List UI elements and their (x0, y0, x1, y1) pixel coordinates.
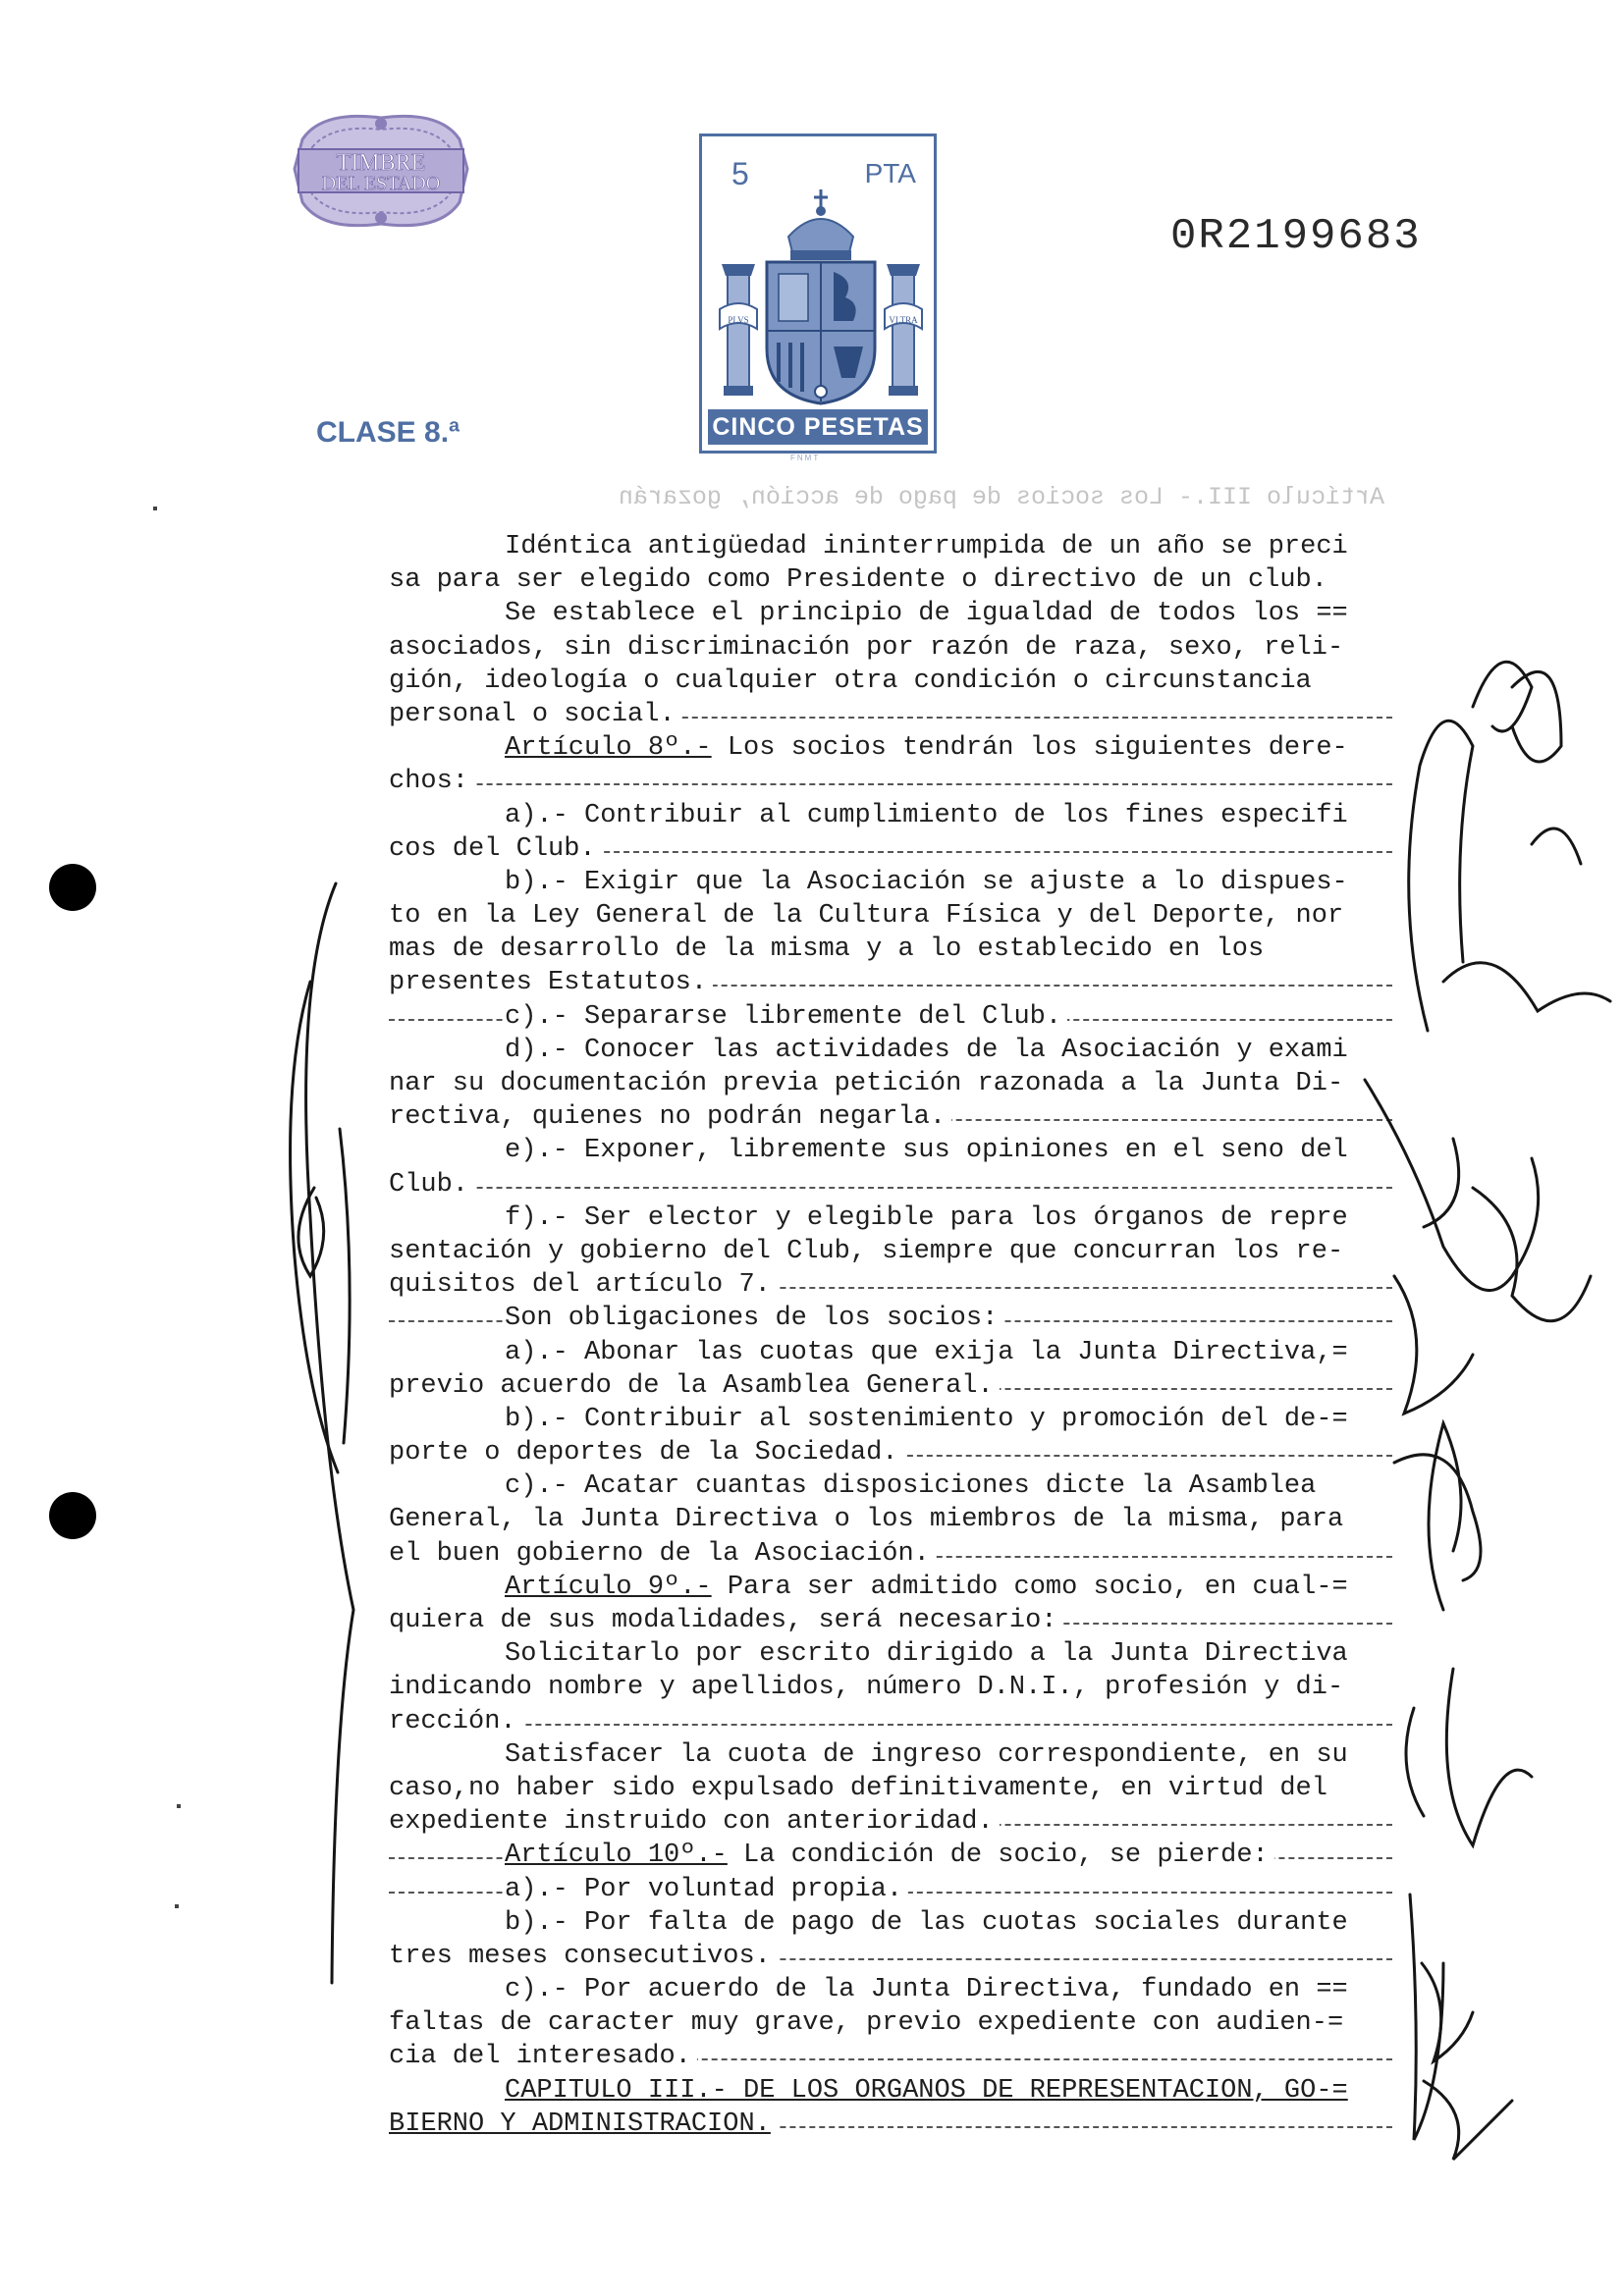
text-line (389, 1571, 1392, 1604)
text-line-content: e).- Exponer, libremente sus opiniones en el seno del (505, 1136, 1354, 1165)
text-line-content: Artículo 10º.- La condición de socio, se pierde: (505, 1841, 1274, 1870)
text-line (389, 933, 1392, 966)
text-line-content: rección. (389, 1707, 522, 1736)
text-line-content: Son obligaciones de los socios: (505, 1304, 1003, 1333)
text-line-content: cia del interesado. (389, 2042, 697, 2071)
text-line-content: a).- Por voluntad propia. (505, 1875, 908, 1904)
text-line-content: presentes Estatutos. (389, 968, 713, 997)
text-line (389, 1738, 1392, 1772)
stamp-currency: PTA (864, 158, 916, 188)
text-line (389, 1436, 1392, 1469)
text-line (389, 866, 1392, 899)
text-line-content: previo acuerdo de la Asamblea General. (389, 1371, 1000, 1401)
punch-hole-top (49, 864, 96, 911)
article-heading: Artículo 10º.- (505, 1841, 728, 1871)
punch-hole-bottom (49, 1492, 96, 1539)
text-line-content: porte o deportes de la Sociedad. (389, 1438, 903, 1468)
text-line (389, 1537, 1392, 1571)
timbre-line-1: TIMBRE (336, 150, 426, 176)
text-line-content: b).- Por falta de pago de las cuotas sociales durante (505, 1908, 1354, 1938)
text-line (389, 665, 1392, 698)
text-line (389, 1067, 1392, 1100)
text-line-content: c).- Por acuerdo de la Junta Directiva, fundado en == (505, 1975, 1354, 2004)
text-line-content: Satisfacer la cuota de ingreso correspondiente, en su (505, 1740, 1354, 1770)
text-line (389, 1604, 1392, 1637)
statute-text (389, 530, 1392, 2141)
text-line (389, 597, 1392, 630)
text-line (389, 631, 1392, 665)
margin-mark (175, 1904, 179, 1908)
text-line (389, 2040, 1392, 2073)
text-line (389, 1705, 1392, 1738)
text-line-content: BIERNO Y ADMINISTRACION. (389, 2109, 777, 2139)
text-line-content: c).- Acatar cuantas disposiciones dicte la Asamblea (505, 1471, 1322, 1501)
text-line-content: sa para ser elegido como Presidente o directivo de un club. (389, 565, 1333, 595)
text-line-content: Idéntica antigüedad ininterrumpida de un año se preci (505, 532, 1354, 561)
text-line (389, 799, 1392, 832)
text-line-content: gión, ideología o cualquier otra condición o circunstancia (389, 667, 1318, 696)
text-line-content: to en la Ley General de la Cultura Física y del Deporte, nor (389, 901, 1349, 931)
text-line-content: cos del Club. (389, 834, 602, 864)
serial-number: 0R2199683 (1170, 212, 1422, 261)
motto-right: VLTRA (889, 315, 918, 325)
five-peseta-stamp (699, 133, 937, 454)
text-line (389, 1168, 1392, 1201)
text-line (389, 1235, 1392, 1268)
text-line (389, 1268, 1392, 1302)
margin-mark (177, 1804, 181, 1808)
text-line (389, 1940, 1392, 1973)
text-line-content: asociados, sin discriminación por razón de raza, sexo, reli- (389, 633, 1349, 663)
text-line (389, 1369, 1392, 1403)
text-line (389, 698, 1392, 731)
text-line (389, 1772, 1392, 1805)
motto-left: PLVS (728, 315, 749, 325)
text-line-content: chos: (389, 767, 474, 796)
text-line-content: CAPITULO III.- DE LOS ORGANOS DE REPRESENTACION, GO-= (505, 2076, 1354, 2106)
text-line (389, 832, 1392, 866)
text-line-content: b).- Exigir que la Asociación se ajuste a lo dispues- (505, 868, 1354, 897)
text-line (389, 2006, 1392, 2040)
text-line (389, 1873, 1392, 1906)
text-line (389, 1302, 1392, 1335)
text-line (389, 1973, 1392, 2006)
text-line-content: nar su documentación previa petición razonada a la Junta Di- (389, 1069, 1349, 1098)
text-line-content: d).- Conocer las actividades de la Asociación y exami (505, 1036, 1354, 1065)
text-line-content: Artículo 8º.- Los socios tendrán los siguientes dere- (505, 733, 1354, 763)
article-heading: Artículo 8º.- (505, 733, 712, 764)
text-line (389, 1034, 1392, 1067)
text-line (389, 1906, 1392, 1940)
text-line-content: b).- Contribuir al sostenimiento y promoción del de-= (505, 1405, 1354, 1434)
text-line (389, 563, 1392, 597)
text-line-content: a).- Contribuir al cumplimiento de los fines especifi (505, 801, 1354, 830)
text-line-content: quisitos del artículo 7. (389, 1270, 777, 1300)
text-line (389, 1805, 1392, 1839)
margin-mark (153, 507, 157, 510)
text-line-content: tres meses consecutivos. (389, 1942, 777, 1971)
text-line (389, 1503, 1392, 1536)
text-line-content: Club. (389, 1170, 474, 1200)
text-line (389, 1000, 1392, 1034)
coat-of-arms-icon (718, 182, 924, 407)
text-line-content: indicando nombre y apellidos, número D.N.I., profesión y di- (389, 1673, 1349, 1702)
text-line-content: a).- Abonar las cuotas que exija la Junta Directiva,= (505, 1338, 1354, 1367)
text-line (389, 1637, 1392, 1671)
text-line (389, 530, 1392, 563)
text-line-content: expediente instruido con anterioridad. (389, 1807, 1000, 1837)
text-line-content: rectiva, quienes no podrán negarla. (389, 1102, 951, 1132)
text-line (389, 1469, 1392, 1503)
timbre-del-estado-logo (283, 110, 479, 232)
text-line-content: c).- Separarse libremente del Club. (505, 1002, 1067, 1032)
text-line (389, 1403, 1392, 1436)
text-line-content: Solicitarlo por escrito dirigido a la Junta Directiva (505, 1639, 1354, 1669)
text-line-content: f).- Ser elector y elegible para los órganos de repre (505, 1203, 1354, 1233)
text-line (389, 1134, 1392, 1167)
text-line (389, 1671, 1392, 1704)
text-line-content: caso,no haber sido expulsado definitivamente, en virtud del (389, 1774, 1333, 1803)
text-line-content: Se establece el principio de igualdad de todos los == (505, 599, 1354, 628)
text-line-content: el buen gobierno de la Asociación. (389, 1539, 936, 1569)
text-line-content: Artículo 9º.- Para ser admitido como socio, en cual-= (505, 1573, 1354, 1602)
text-line (389, 1100, 1392, 1134)
text-line-content: quiera de sus modalidades, será necesario: (389, 1606, 1063, 1635)
stamp-denomination: CINCO PESETAS (708, 409, 928, 445)
text-line (389, 731, 1392, 765)
text-line-content: General, la Junta Directiva o los miembros de la misma, para (389, 1505, 1349, 1534)
text-line (389, 899, 1392, 933)
text-line-content: personal o social. (389, 700, 681, 729)
article-heading: Artículo 9º.- (505, 1572, 712, 1602)
text-line-content: sentación y gobierno del Club, siempre que concurran los re- (389, 1237, 1349, 1266)
stamp-maker-mark: FNMT (790, 454, 821, 462)
text-line (389, 2074, 1392, 2108)
text-line (389, 1336, 1392, 1369)
text-line (389, 966, 1392, 999)
bleed-through-text: Artículo III.- Los socios de pago de acción, gozarán (618, 483, 1384, 511)
text-line (389, 2108, 1392, 2141)
text-line (389, 1839, 1392, 1872)
clase-label: CLASE 8.ª (316, 416, 460, 449)
text-line-content: faltas de caracter muy grave, previo expediente con audien-= (389, 2008, 1349, 2038)
timbre-line-2: DEL ESTADO (321, 173, 441, 194)
stamp-value: 5 (731, 156, 749, 191)
text-line (389, 1201, 1392, 1235)
text-line (389, 765, 1392, 798)
text-line-content: mas de desarrollo de la misma y a lo establecido en los (389, 934, 1270, 964)
